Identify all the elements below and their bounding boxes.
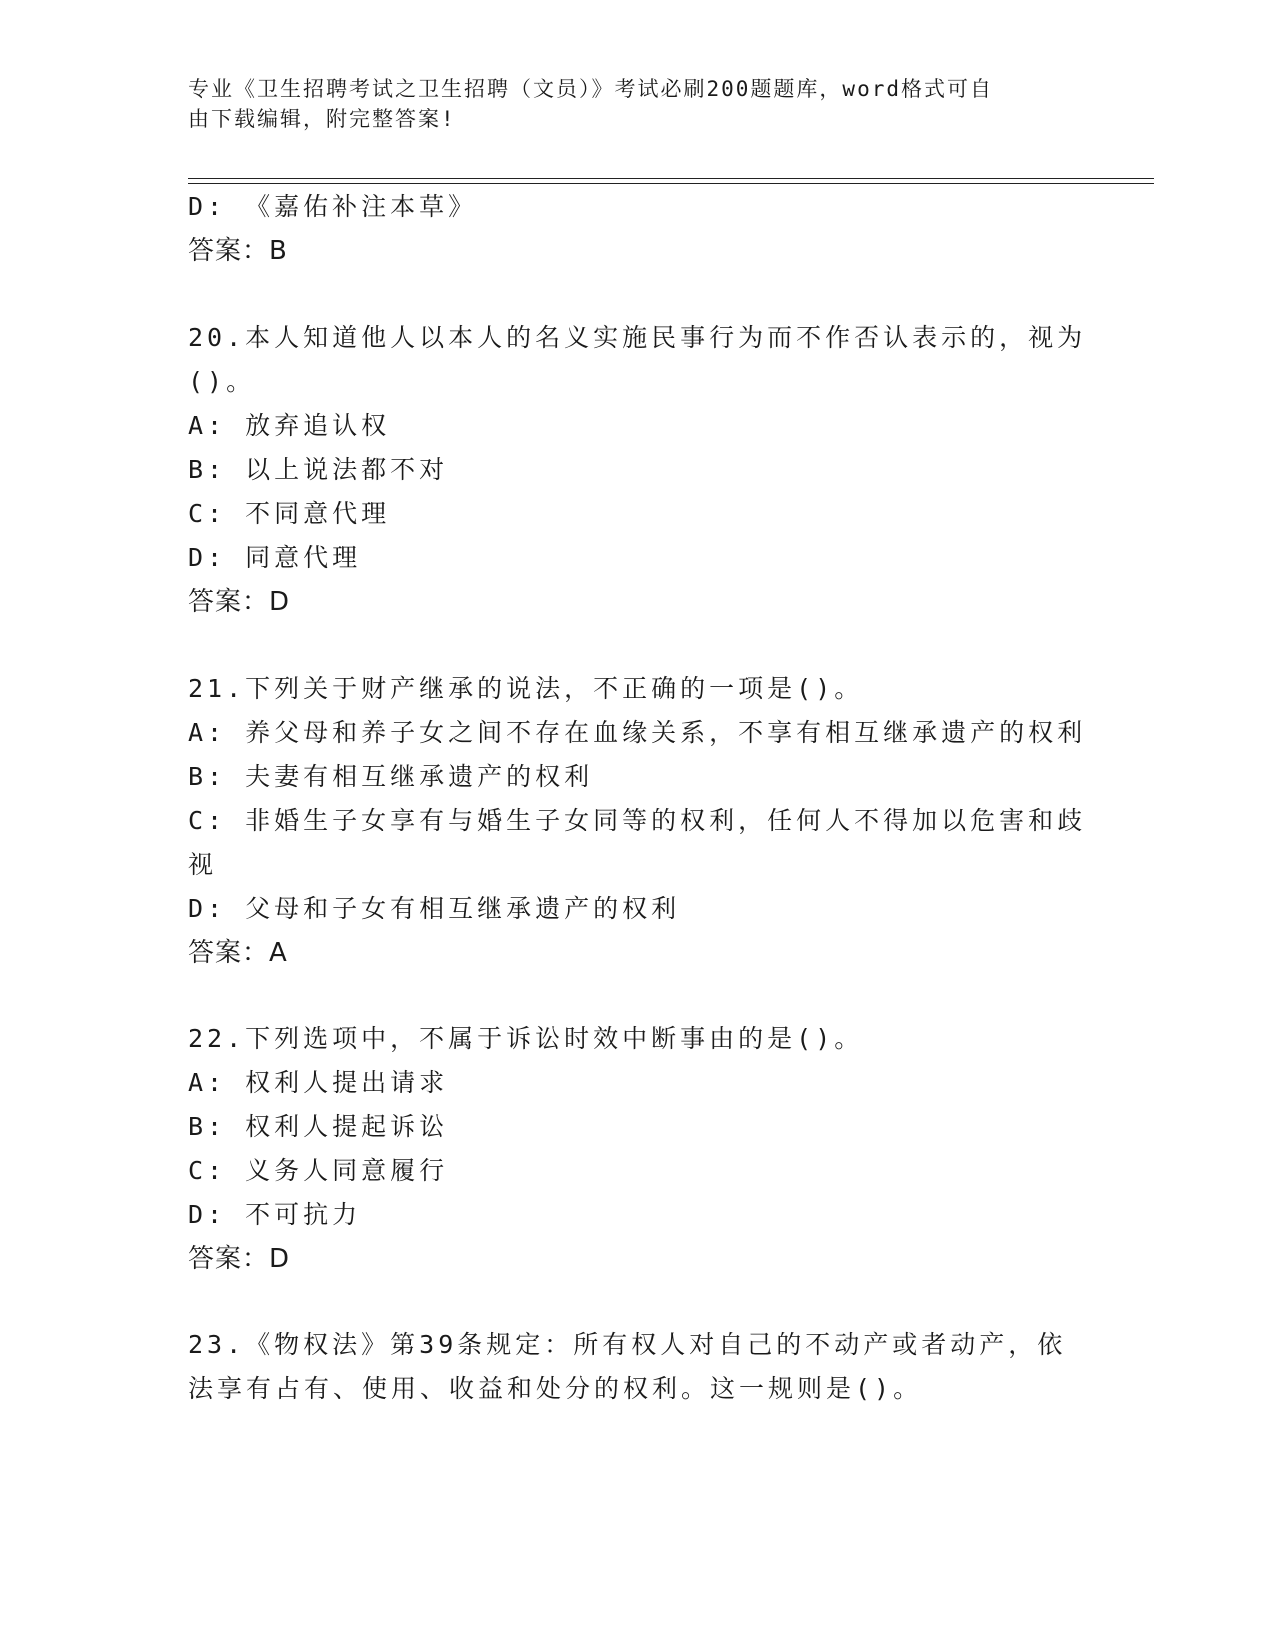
prev-answer: 答案：B [188,236,288,266]
q21-stem: 21.下列关于财产继承的说法，不正确的一项是()。 [188,674,864,703]
q22-stem: 22.下列选项中，不属于诉讼时效中断事由的是()。 [188,1024,864,1053]
q20-option-a: A: 放弃追认权 [188,411,391,440]
page-header [188,74,1068,134]
q23-stem-line-2: 法享有占有、使用、收益和处分的权利。这一规则是()。 [188,1374,923,1403]
q20-answer: 答案：D [188,587,291,617]
q21-answer: 答案：A [188,938,288,968]
q21-option-c-line-1: C: 非婚生子女享有与婚生子女同等的权利，任何人不得加以危害和歧 [188,806,1087,835]
q22-option-c: C: 义务人同意履行 [188,1156,449,1185]
q21-option-a: A: 养父母和养子女之间不存在血缘关系，不享有相互继承遗产的权利 [188,718,1087,747]
header-line-2: 由下载编辑，附完整答案! [188,107,456,131]
q22-option-a: A: 权利人提出请求 [188,1068,449,1097]
q20-option-c: C: 不同意代理 [188,499,391,528]
header-line-1: 专业《卫生招聘考试之卫生招聘（文员）》考试必刷200题题库，word格式可自 [188,77,993,101]
q21-option-c-line-2: 视 [188,850,218,879]
q21-option-d: D: 父母和子女有相互继承遗产的权利 [188,894,681,923]
q20-option-d: D: 同意代理 [188,543,362,572]
q22-answer: 答案：D [188,1244,291,1274]
header-rule-top [188,178,1154,179]
q21-option-b: B: 夫妻有相互继承遗产的权利 [188,762,594,791]
q20-stem-line-2: ()。 [188,367,256,396]
q20-stem-line-1: 20.本人知道他人以本人的名义实施民事行为而不作否认表示的，视为 [188,323,1087,352]
q22-option-b: B: 权利人提起诉讼 [188,1112,449,1141]
prev-option-d: D: 《嘉佑补注本草》 [188,192,478,221]
q22-option-d: D: 不可抗力 [188,1200,362,1229]
q20-option-b: B: 以上说法都不对 [188,455,449,484]
header-rule-bottom [188,183,1154,184]
q23-stem-line-1: 23.《物权法》第39条规定：所有权人对自己的不动产或者动产，依 [188,1330,1067,1359]
